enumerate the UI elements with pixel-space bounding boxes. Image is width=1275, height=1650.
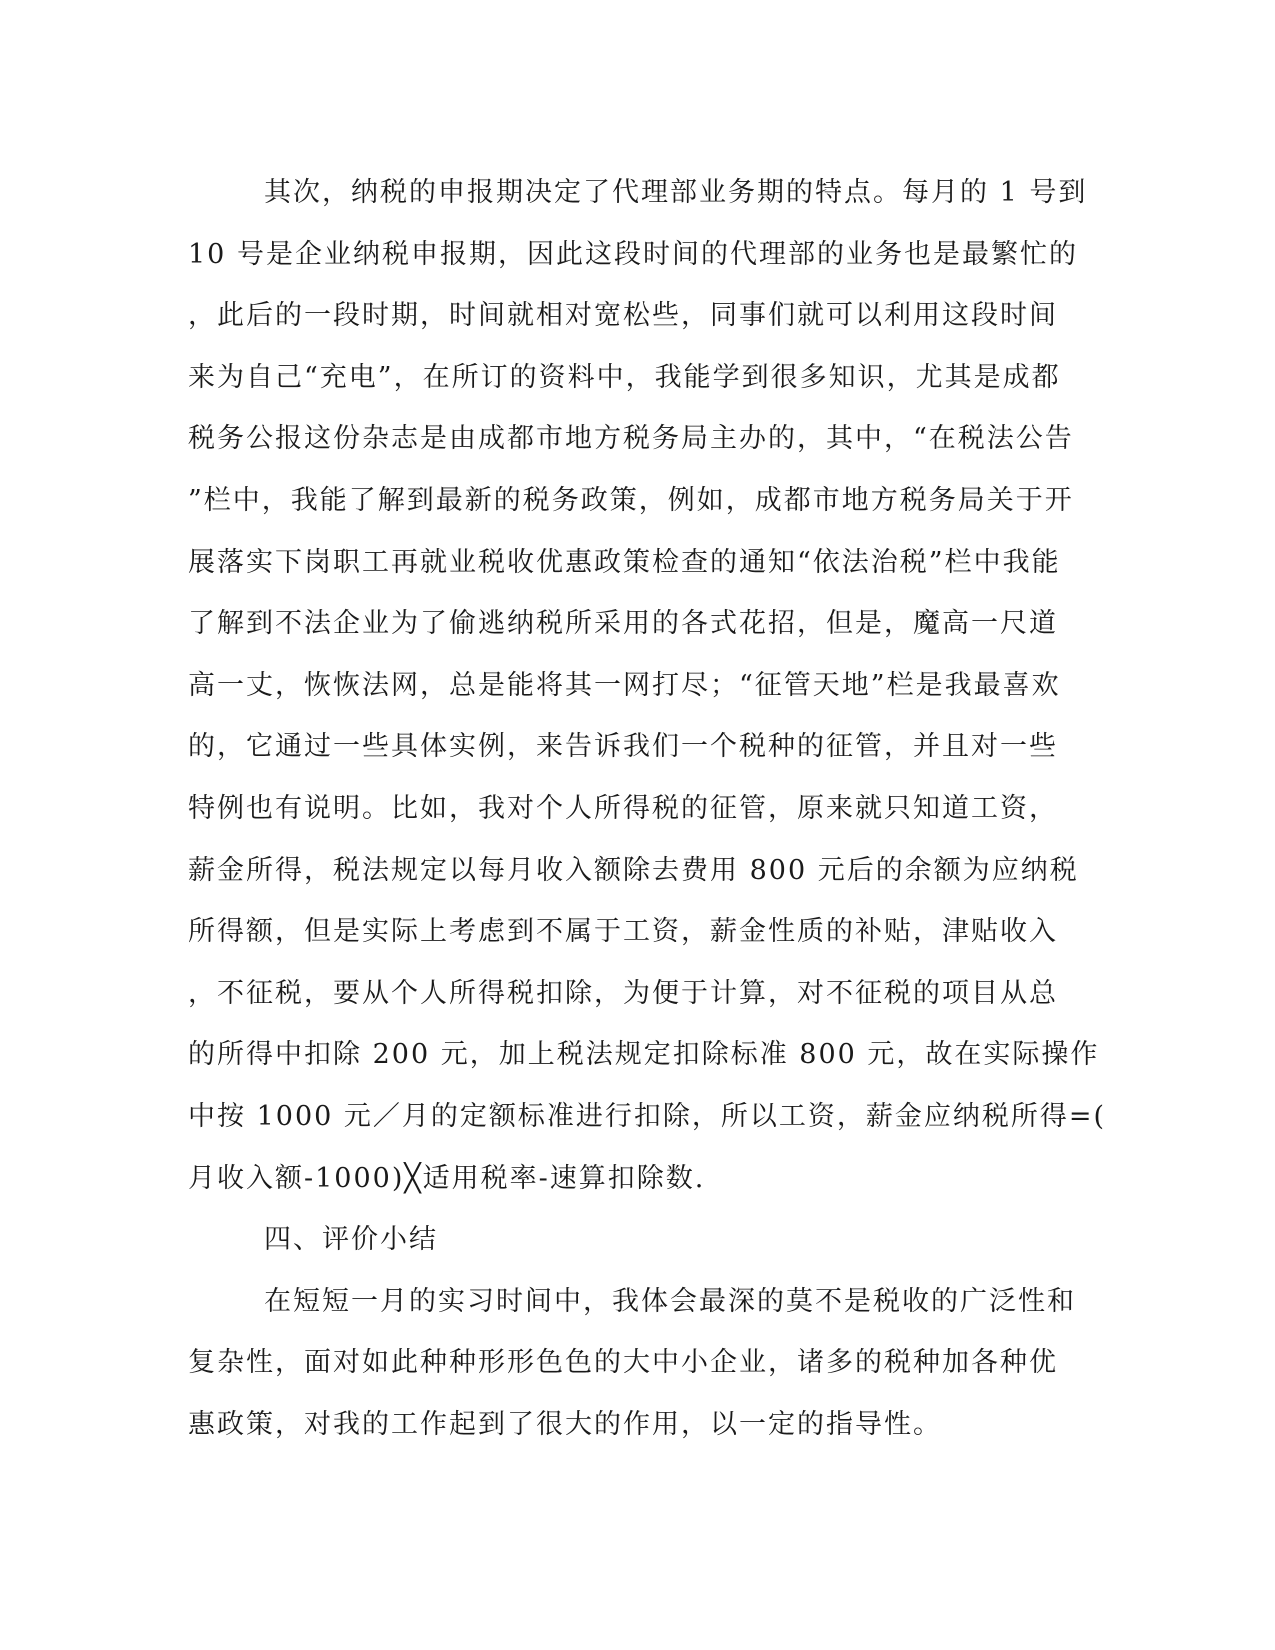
text-line: 高一丈，恢恢法网，总是能将其一网打尽；“征管天地”栏是我最喜欢 — [188, 669, 1061, 701]
text-line: 复杂性，面对如此种种形形色色的大中小企业，诸多的税种加各种优 — [188, 1347, 1058, 1379]
section-heading: 四、评价小结 — [264, 1224, 438, 1256]
text-line: 在短短一月的实习时间中，我体会最深的莫不是税收的广泛性和 — [264, 1285, 1076, 1317]
text-line: 薪金所得，税法规定以每月收入额除去费用 800 元后的余额为应纳税 — [188, 854, 1079, 886]
text-line: 税务公报这份杂志是由成都市地方税务局主办的，其中，“在税法公告 — [188, 423, 1074, 455]
text-line: 中按 1000 元／月的定额标准进行扣除，所以工资，薪金应纳税所得=( — [188, 1100, 1107, 1132]
text-line: 的，它通过一些具体实例，来告诉我们一个税种的征管，并且对一些 — [188, 731, 1058, 763]
text-line: 其次，纳税的申报期决定了代理部业务期的特点。每月的 1 号到 — [264, 177, 1088, 208]
text-line: 月收入额-1000)╳适用税率-速算扣除数. — [188, 1162, 706, 1194]
document-body — [188, 162, 1107, 1455]
text-line: 惠政策，对我的工作起到了很大的作用，以一定的指导性。 — [188, 1408, 942, 1440]
text-line: ，此后的一段时期，时间就相对宽松些，同事们就可以利用这段时间 — [188, 300, 1058, 332]
text-line: 的所得中扣除 200 元，加上税法规定扣除标准 800 元，故在实际操作 — [188, 1039, 1100, 1071]
text-line: 来为自己“充电”，在所订的资料中，我能学到很多知识，尤其是成都 — [188, 361, 1061, 393]
text-line: ”栏中，我能了解到最新的税务政策，例如，成都市地方税务局关于开 — [188, 484, 1074, 516]
text-line: 展落实下岗职工再就业税收优惠政策检查的通知“依法治税”栏中我能 — [188, 546, 1061, 578]
text-line: 特例也有说明。比如，我对个人所得税的征管，原来就只知道工资， — [188, 792, 1058, 824]
text-line: ，不征税，要从个人所得税扣除，为便于计算，对不征税的项目从总 — [188, 977, 1058, 1009]
text-line: 了解到不法企业为了偷逃纳税所采用的各式花招，但是，魔高一尺道 — [188, 608, 1058, 640]
text-line: 所得额，但是实际上考虑到不属于工资，薪金性质的补贴，津贴收入 — [188, 916, 1058, 948]
text-line: 10 号是企业纳税申报期，因此这段时间的代理部的业务也是最繁忙的 — [188, 238, 1078, 270]
